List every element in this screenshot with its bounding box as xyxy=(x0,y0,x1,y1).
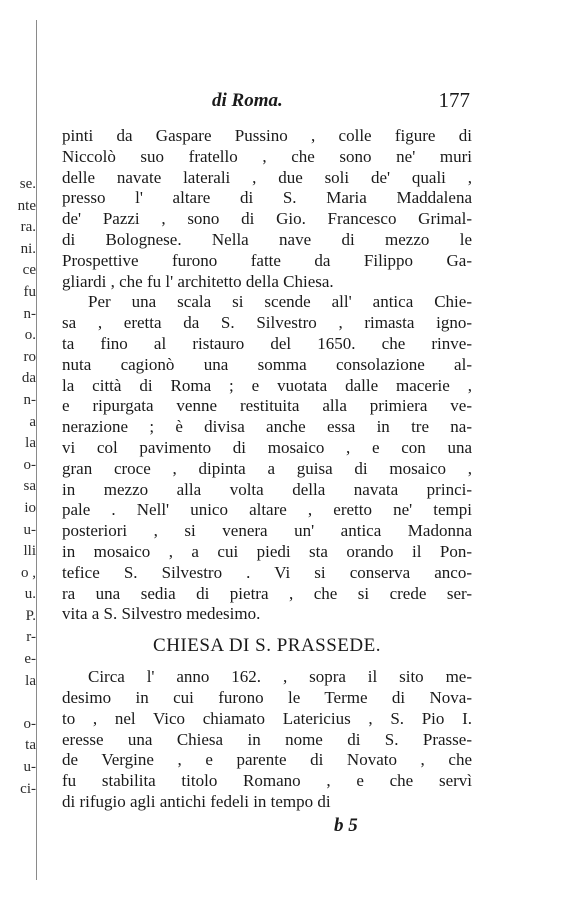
text-line: de Vergine , e parente di Novato , che xyxy=(62,750,472,770)
text-line: Niccolò suo fratello , che sono ne' muri xyxy=(62,146,472,166)
margin-fragment: la xyxy=(25,435,36,452)
margin-fragment: e- xyxy=(24,651,36,668)
margin-fragment: P. xyxy=(25,607,36,624)
text-line: di rifugio agli antichi fedeli in tempo di xyxy=(62,791,331,811)
text-line: in mosaico , a cui piedi sta orando il Pon- xyxy=(62,541,472,561)
margin-fragment: ci- xyxy=(20,780,36,797)
text-line: Per una scala si scende all' antica Chie- xyxy=(88,292,472,312)
paragraph-prassede xyxy=(62,667,472,813)
margin-fragment: u- xyxy=(23,521,36,538)
book-page xyxy=(62,90,472,839)
text-line: ta fino al ristauro del 1650. che rinve- xyxy=(62,333,472,353)
running-head: di Roma. xyxy=(212,90,283,111)
text-line: posteriori , si venera un' antica Madonna xyxy=(62,521,472,541)
text-line: gliardi , che fu l' architetto della Chiesa. xyxy=(62,271,334,291)
text-line: la città di Roma ; e vuotata dalle macerie , xyxy=(62,375,472,395)
page-header xyxy=(62,90,472,126)
margin-fragment: ra. xyxy=(20,219,36,236)
margin-fragment: lli xyxy=(23,543,36,560)
page-footer xyxy=(62,815,472,839)
text-line: nuta cagionò una somma consolazione al- xyxy=(62,354,472,374)
text-line: pinti da Gaspare Pussino , colle figure di xyxy=(62,126,472,145)
margin-fragment: fu xyxy=(23,283,36,300)
margin-fragment: o- xyxy=(23,715,36,732)
paragraph-continuation xyxy=(62,126,472,292)
text-line: fu stabilita titolo Romano , e che servì xyxy=(62,771,472,791)
text-line: e ripurgata venne restituita alla primiera ve- xyxy=(62,396,472,416)
text-line: sa , eretta da S. Silvestro , rimasta igno- xyxy=(62,313,472,333)
margin-fragment: o- xyxy=(23,456,36,473)
text-line: vita a S. Silvestro medesimo. xyxy=(62,604,261,624)
text-line: delle navate laterali , due soli de' quali , xyxy=(62,167,472,187)
margin-fragment: da xyxy=(21,370,36,387)
margin-fragment: se. xyxy=(19,176,36,192)
gutter-rule xyxy=(36,20,37,880)
margin-fragment: ni. xyxy=(20,240,36,257)
margin-fragment: u. xyxy=(24,586,36,603)
margin-fragment: o , xyxy=(21,564,36,581)
text-line: vi col pavimento di mosaico , e con una xyxy=(62,437,472,457)
margin-fragment: o. xyxy=(24,327,36,344)
text-line: presso l' altare di S. Maria Maddalena xyxy=(62,188,472,208)
text-line: de' Pazzi , sono di Gio. Francesco Grimal- xyxy=(62,209,472,229)
previous-page-margin-fragments xyxy=(0,174,36,800)
margin-fragment: r- xyxy=(26,629,36,646)
section-body-text xyxy=(62,667,472,813)
text-line: gran croce , dipinta a guisa di mosaico , xyxy=(62,458,472,478)
text-line: nerazione ; è divisa anche essa in tre na- xyxy=(62,417,472,437)
margin-fragment: a xyxy=(29,413,36,430)
margin-fragment xyxy=(0,692,36,714)
text-line: in mezzo alla volta della navata princi- xyxy=(62,479,472,499)
paragraph-lower-church xyxy=(62,292,472,625)
text-line: eresse una Chiesa in nome di S. Prasse- xyxy=(62,729,472,749)
margin-fragment: n- xyxy=(23,391,36,408)
section-heading: CHIESA DI S. PRASSEDE. xyxy=(153,635,381,657)
margin-fragment: sa xyxy=(23,478,36,495)
page-number: 177 xyxy=(438,88,470,112)
signature-mark: b 5 xyxy=(334,814,358,836)
margin-fragment: ce xyxy=(22,262,36,279)
text-line: desimo in cui furono le Terme di Nova- xyxy=(62,687,472,707)
text-line: pale . Nell' unico altare , eretto ne' tempi xyxy=(62,500,472,520)
text-line: tefice S. Silvestro . Vi si conserva anco- xyxy=(62,562,472,582)
text-line: to , nel Vico chiamato Latericius , S. Pio I. xyxy=(62,708,472,728)
margin-fragment: io xyxy=(24,499,36,516)
text-line: ra una sedia di pietra , che si crede ser- xyxy=(62,583,472,603)
margin-fragment: ta xyxy=(25,737,36,754)
margin-fragment: nte xyxy=(17,197,36,214)
text-line: Circa l' anno 162. , sopra il sito me- xyxy=(88,667,472,687)
margin-fragment: la xyxy=(25,672,36,689)
margin-fragment: n- xyxy=(23,305,36,322)
text-line: Prospettive furono fatte da Filippo Ga- xyxy=(62,250,472,270)
margin-fragment: u- xyxy=(23,759,36,776)
margin-fragment: ro xyxy=(23,348,36,365)
text-line: di Bolognese. Nella nave di mezzo le xyxy=(62,229,472,249)
body-text xyxy=(62,126,472,625)
